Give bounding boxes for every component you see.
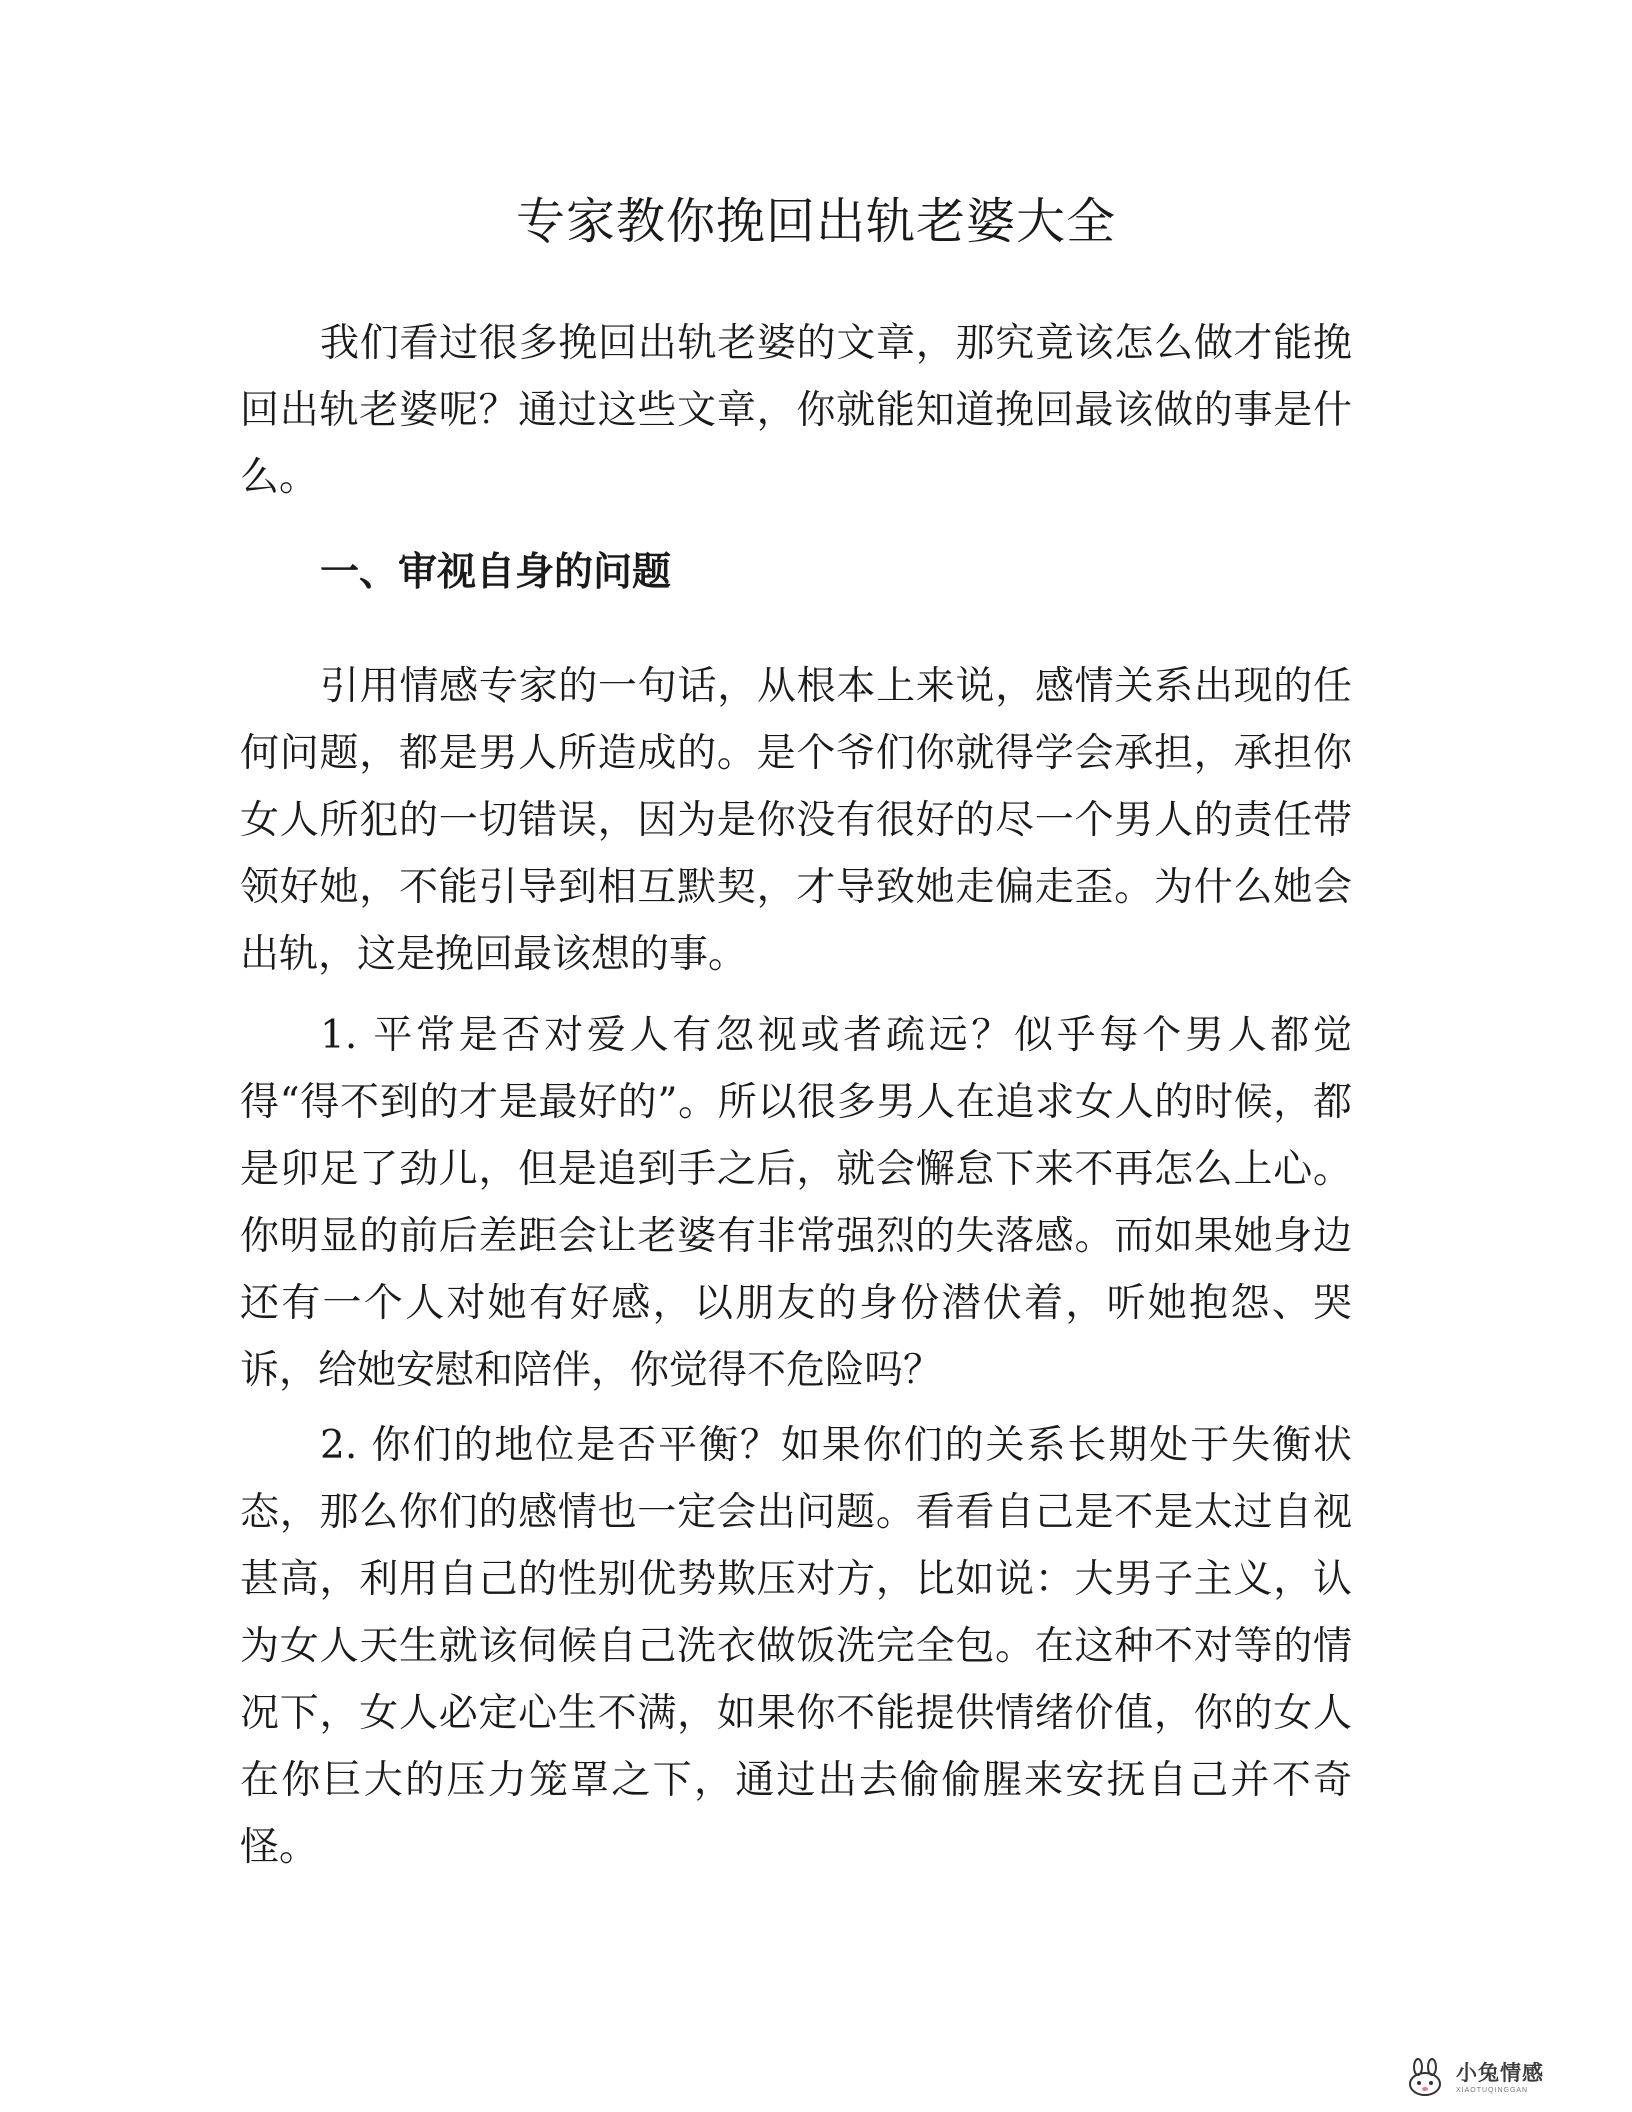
watermark <box>1404 2054 1614 2102</box>
numbered-item-1: 1. 平常是否对爱人有忽视或者疏远？似乎每个男人都觉得“得不到的才是最好的”。所以很多男人在追求女人的时候，都是卯足了劲儿，但是追到手之后，就会懈怠下来不再怎么上心。你明显的前后差距会让老婆有非常强烈的失落感。而如果她身边还有一个人对她有好感，以朋友的身份潜伏着，听她抱怨、哭诉，给她安慰和陪伴，你觉得不危险吗？ <box>240 1013 1352 1393</box>
document-title: 专家教你挽回出轨老婆大全 <box>515 193 1116 250</box>
watermark-subtitle: XIAOTUQINGGAN <box>1456 2086 1529 2094</box>
intro-paragraph: 我们看过很多挽回出轨老婆的文章，那究竟该怎么做才能挽回出轨老婆呢？通过这些文章，你就能知道挽回最该做的事是什么。 <box>240 321 1352 500</box>
rabbit-logo-icon <box>1404 2058 1448 2098</box>
watermark-name: 小兔情感 <box>1456 2060 1544 2085</box>
numbered-item-2: 2. 你们的地位是否平衡？如果你们的关系长期处于失衡状态，那么你们的感情也一定会出问题。看看自己是不是太过自视甚高，利用自己的性别优势欺压对方，比如说：大男子主义，认为女人天生就该伺候自己洗衣做饭洗完全包。在这种不对等的情况下，女人必定心生不满，如果你不能提供情绪价值，你的女人在你巨大的压力笼罩之下，通过出去偷偷腥来安抚自己并不奇怪。 <box>240 1423 1352 1870</box>
section-paragraph: 引用情感专家的一句话，从根本上来说，感情关系出现的任何问题，都是男人所造成的。是个爷们你就得学会承担，承担你女人所犯的一切错误，因为是你没有很好的尽一个男人的责任带领好她，不能引导到相互默契，才导致她走偏走歪。为什么她会出轨，这是挽回最该想的事。 <box>240 664 1352 977</box>
section-heading: 一、审视自身的问题 <box>320 549 672 595</box>
